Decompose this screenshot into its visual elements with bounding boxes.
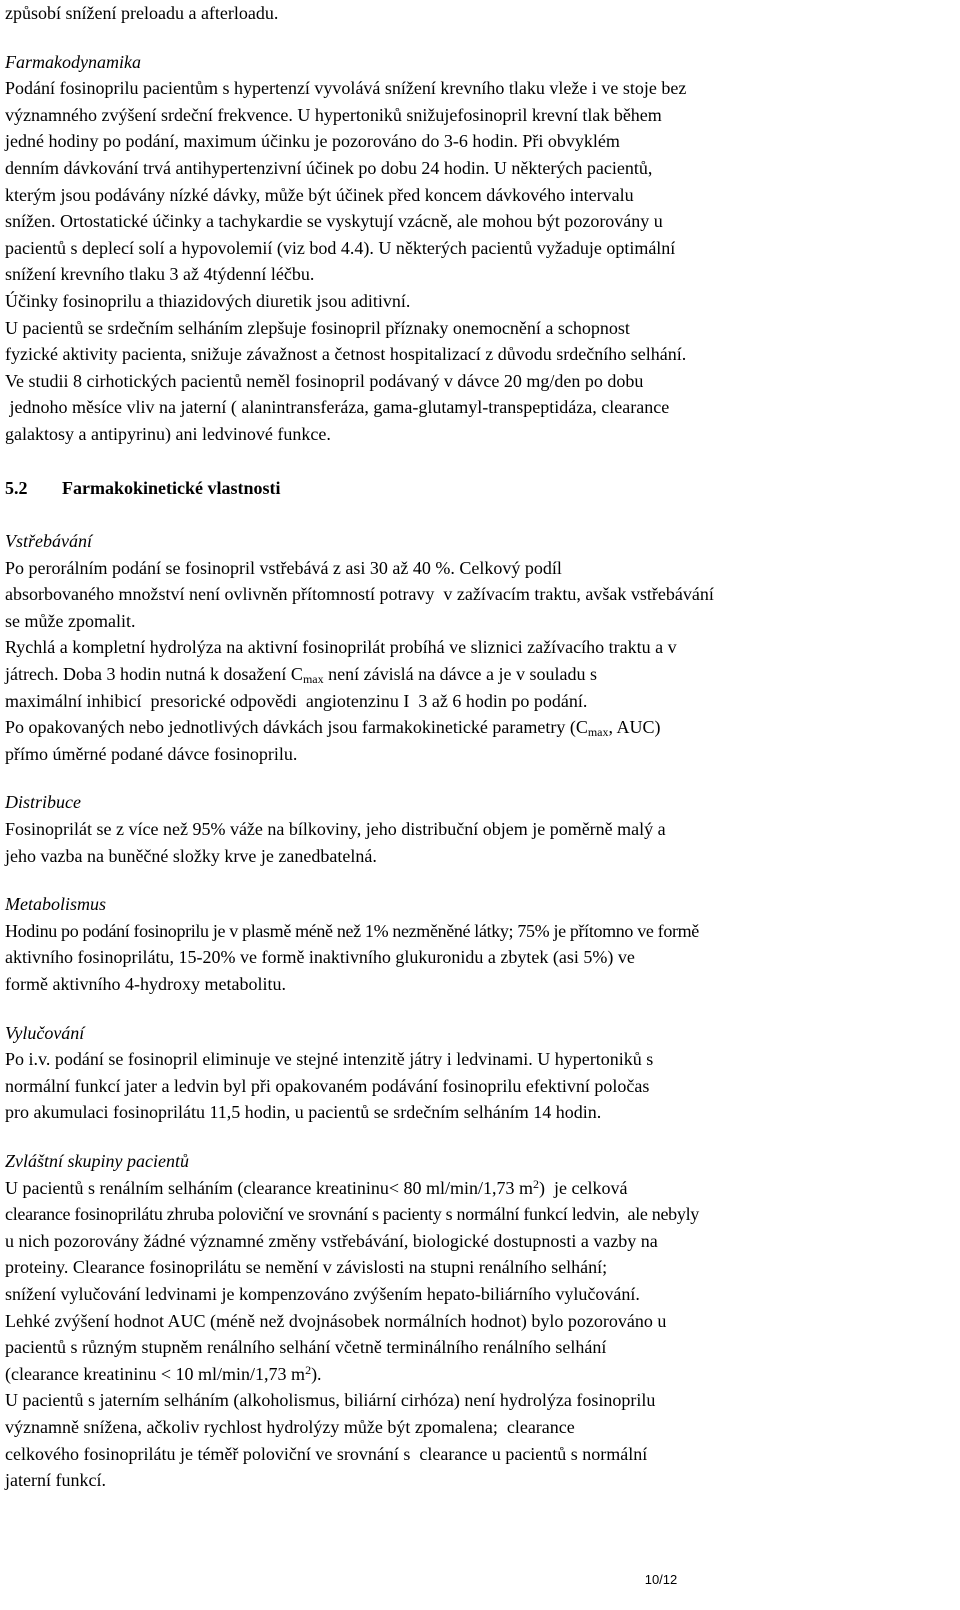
body-line: Podání fosinoprilu pacientům s hypertenzí vyvolává snížení krevního tlaku vleže i ve stoje bez [5, 78, 687, 99]
body-line: proteiny. Clearance fosinoprilátu se nemění v závislosti na stupni renálního selhání; [5, 1257, 608, 1278]
body-line: snížení vylučování ledvinami je kompenzováno zvýšením hepato-biliárního vylučování. [5, 1283, 640, 1304]
body-line: se může zpomalit. [5, 610, 136, 631]
body-line: pacientů s deplecí solí a hypovolemií (viz bod 4.4). U některých pacientů vyžaduje optimální [5, 237, 676, 258]
metabolismus-title: Metabolismus [5, 894, 106, 915]
body-line: Hodinu po podání fosinoprilu je v plasmě méně než 1% nezměněné látky; 75% je přítomno ve formě [5, 920, 699, 941]
body-line: pro akumulaci fosinoprilátu 11,5 hodin, u pacientů se srdečním selháním 14 hodin. [5, 1102, 602, 1123]
body-line [5, 1175, 943, 1202]
section-number: 5.2 [5, 477, 28, 498]
body-line: formě aktivního 4-hydroxy metabolitu. [5, 974, 286, 994]
body-line: jeho vazba na buněčné složky krve je zanedbatelná. [5, 845, 377, 866]
distribuce-section [5, 789, 943, 869]
text-run: není závislá na dávce a je v souladu s [323, 664, 598, 685]
body-line: pacientů s různým stupněm renálního selhání včetně terminálního renálního selhání [5, 1337, 607, 1358]
body-line [5, 661, 943, 688]
body-line: celkového fosinoprilátu je téměř poloviční ve srovnání s clearance u pacientů s normální [5, 1443, 648, 1464]
subscript: max [302, 672, 324, 687]
body-line: aktivního fosinoprilátu, 15-20% ve formě inaktivního glukuronidu a zbytek (asi 5%) ve [5, 947, 635, 968]
body-line [5, 714, 943, 741]
text-run: játrech. Doba 3 hodin nutná k dosažení C [5, 664, 303, 685]
body-line: U pacientů s jaterním selháním (alkoholismus, biliární cirhóza) není hydrolýza fosinoprilu [5, 1390, 656, 1411]
subscript: max [587, 725, 609, 740]
body-line: u nich pozorovány žádné významné změny vstřebávání, biologické dostupnosti a vazby na [5, 1230, 658, 1251]
body-line: Ve studii 8 cirhotických pacientů neměl fosinopril podávaný v dávce 20 mg/den po dobu [5, 370, 644, 391]
body-line: snížen. Ortostatické účinky a tachykardie se vyskytují vzácně, ale mohou být pozorovány u [5, 211, 663, 232]
body-line: přímo úměrné podané dávce fosinoprilu. [5, 743, 298, 764]
vylucovani-title: Vylučování [5, 1022, 85, 1043]
body-line: Rychlá a kompletní hydrolýza na aktivní fosinoprilát probíhá ve sliznici zažívacího traktu a v [5, 637, 677, 658]
zvlastni-skupiny-title: Zvláštní skupiny pacientů [5, 1150, 189, 1171]
body-line: významně snížena, ačkoliv rychlost hydrolýzy může být zpomalena; clearance [5, 1416, 575, 1437]
section-heading-5-2 [5, 475, 943, 502]
lead-line: způsobí snížení preloadu a afterloadu. [5, 3, 279, 23]
farmakodynamika-section [5, 49, 943, 448]
body-line: jedné hodiny po podání, maximum účinku je pozorováno do 3-6 hodin. Při obvyklém [5, 131, 620, 152]
text-run: (clearance kreatininu < 10 ml/min/1,73 m [5, 1363, 306, 1384]
body-line: maximální inhibicí presorické odpovědi angiotenzinu I 3 až 6 hodin po podání. [5, 690, 588, 711]
body-line: Lehké zvýšení hodnot AUC (méně než dvojnásobek normálních hodnot) bylo pozorováno u [5, 1310, 667, 1331]
vstrebavani-section [5, 528, 943, 767]
body-line: U pacientů se srdečním selháním zlepšuje fosinopril příznaky onemocnění a schopnost [5, 317, 630, 338]
body-line: fyzické aktivity pacienta, snižuje závažnost a četnost hospitalizací z důvodu srdečního selhání. [5, 344, 687, 365]
text-run: U pacientů s renálním selháním (clearance kreatininu< 80 ml/min/1,73 m [5, 1177, 533, 1198]
body-line: významného zvýšení srdeční frekvence. U hypertoniků snižujefosinopril krevní tlak během [5, 104, 662, 125]
vstrebavani-title: Vstřebávání [5, 531, 92, 552]
body-line: absorbovaného množství není ovlivněn přítomností potravy v zažívacím traktu, avšak vstřebávání [5, 584, 714, 605]
body-line: jednoho měsíce vliv na jaterní ( alanintransferáza, gama-glutamyl-transpeptidáza, clearance [5, 397, 670, 418]
page-number: 10/12 [644, 1572, 678, 1587]
vylucovani-section [5, 1020, 943, 1126]
body-line: snížení krevního tlaku 3 až 4týdenní léčbu. [5, 264, 315, 285]
body-line: jaterní funkcí. [5, 1470, 106, 1491]
text-run: ) je celková [539, 1177, 628, 1198]
body-line: Fosinoprilát se z více než 95% váže na bílkoviny, jeho distribuční objem je poměrně malý a [5, 819, 666, 840]
body-line [5, 1361, 943, 1388]
superscript: 2 [533, 1176, 539, 1191]
body-line: clearance fosinoprilátu zhruba poloviční ve srovnání s pacienty s normální funkcí ledvin, ale nebyly [5, 1204, 699, 1225]
body-line: Po perorálním podání se fosinopril vstřebává z asi 30 až 40 %. Celkový podíl [5, 557, 562, 578]
farmakodynamika-title: Farmakodynamika [5, 51, 141, 72]
superscript: 2 [305, 1362, 312, 1377]
body-line: kterým jsou podávány nízké dávky, může být účinek před koncem dávkového intervalu [5, 184, 634, 205]
zvlastni-skupiny-section [5, 1148, 943, 1494]
body-line: denním dávkování trvá antihypertenzivní účinek po dobu 24 hodin. U některých pacientů, [5, 157, 653, 178]
text-run: Po opakovaných nebo jednotlivých dávkách jsou farmakokinetické parametry (C [5, 717, 588, 738]
body-line: galaktosy a antipyrinu) ani ledvinové funkce. [5, 423, 331, 444]
text-run: , AUC) [608, 717, 661, 738]
body-line: Po i.v. podání se fosinopril eliminuje ve stejné intenzitě játry i ledvinami. U hypertoniků s [5, 1049, 654, 1070]
metabolismus-section [5, 891, 943, 997]
section-heading-text: Farmakokinetické vlastnosti [62, 477, 281, 498]
body-line: normální funkcí jater a ledvin byl při opakovaném podávání fosinoprilu efektivní poločas [5, 1075, 650, 1096]
text-run: ). [311, 1363, 322, 1384]
body-line: Účinky fosinoprilu a thiazidových diuretik jsou aditivní. [5, 290, 411, 311]
distribuce-title: Distribuce [5, 792, 81, 813]
document-page [5, 0, 943, 1494]
